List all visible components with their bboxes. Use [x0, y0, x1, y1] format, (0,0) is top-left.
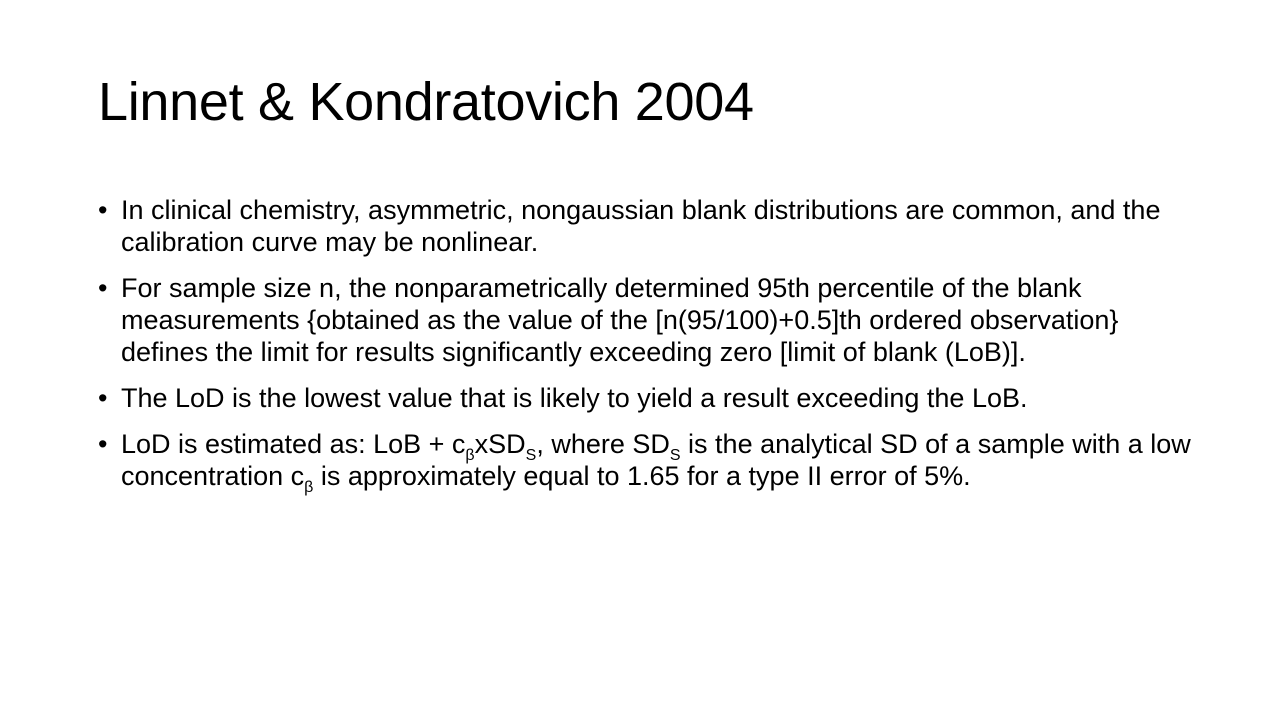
text-segment: is the analytical SD of a sample with a low concentration c: [121, 429, 1191, 491]
bullet-marker: •: [98, 273, 108, 303]
text-segment: , where SD: [536, 429, 670, 459]
bullet-item: [98, 272, 1198, 368]
subscript-s: S: [669, 447, 681, 464]
bullet-text: The LoD is the lowest value that is likely to yield a result exceeding the LoB.: [121, 383, 1028, 413]
bullet-marker: •: [98, 429, 108, 459]
bullet-item: [98, 428, 1198, 496]
text-segment: is approximately equal to 1.65 for a type II error of 5%.: [313, 461, 971, 491]
bullet-item: [98, 382, 1198, 414]
bullet-list: [98, 194, 1198, 506]
bullet-text: In clinical chemistry, asymmetric, nongaussian blank distributions are common, and the calibration curve may be nonlinear.: [121, 195, 1161, 257]
slide-title: Linnet & Kondratovich 2004: [98, 72, 754, 132]
text-segment: xSD: [474, 429, 526, 459]
bullet-item: [98, 194, 1198, 258]
text-segment: LoD is estimated as: LoB + c: [121, 429, 466, 459]
bullet-text: For sample size n, the nonparametrically determined 95th percentile of the blank measurements {obtained as the value of the [n(95/100)+0.5]th ordered observation} defines the limit for results significantly exceeding zero [limit of blank (LoB)].: [121, 273, 1119, 367]
subscript-beta: β: [304, 479, 314, 496]
bullet-text-formula: [121, 428, 1198, 496]
subscript-beta: β: [465, 447, 475, 464]
bullet-marker: •: [98, 383, 108, 413]
bullet-marker: •: [98, 195, 108, 225]
subscript-s: S: [525, 447, 537, 464]
